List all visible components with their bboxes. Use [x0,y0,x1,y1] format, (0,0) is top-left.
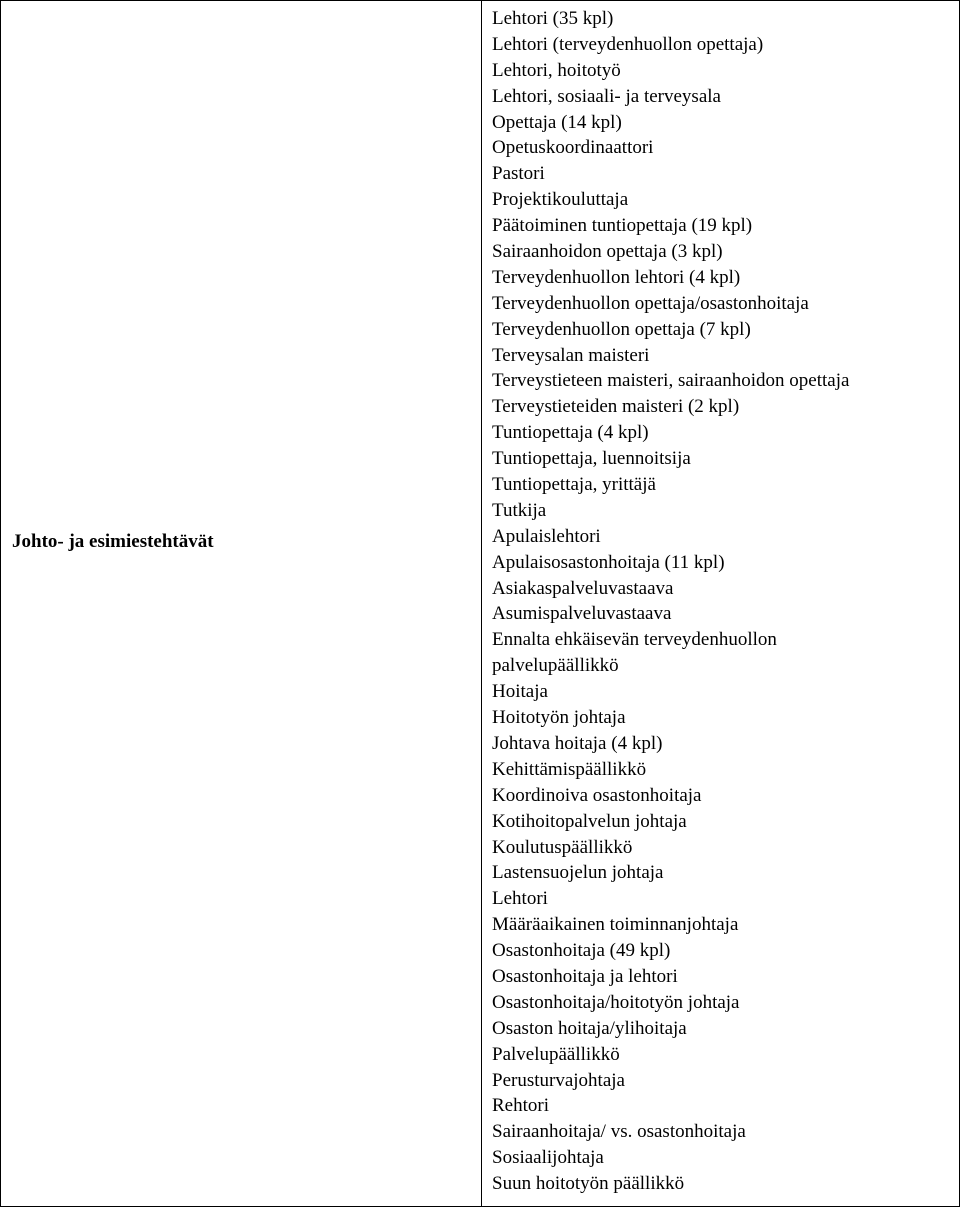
list-item: Kehittämispäällikkö [492,758,647,780]
list-item: Asiakaspalveluvastaava [492,577,674,599]
list-item: Asumispalveluvastaava [492,603,672,625]
list-item: Opettaja (14 kpl) [492,111,622,133]
list-item: Terveystieteiden maisteri (2 kpl) [492,396,740,418]
list-item: Osaston hoitaja/ylihoitaja [492,1017,687,1039]
list-item: Tuntiopettaja, yrittäjä [492,474,656,496]
list-item: Johtava hoitaja (4 kpl) [492,732,663,754]
list-item: Apulaislehtori [492,525,601,547]
list-item: Terveydenhuollon opettaja/osastonhoitaja [492,292,809,314]
list-item: Sosiaalijohtaja [492,1147,604,1169]
list-item: Palvelupäällikkö [492,1043,620,1065]
list-item: Ennalta ehkäisevän terveydenhuollon [492,629,777,651]
list-item: Koordinoiva osastonhoitaja [492,784,702,806]
list-item: Tuntiopettaja, luennoitsija [492,448,691,470]
column-divider [481,1,482,1206]
list-item: Opetuskoordinaattori [492,137,654,159]
list-item: Sairaanhoitaja/ vs. osastonhoitaja [492,1121,746,1143]
category-label: Johto- ja esimiestehtävät [12,531,214,552]
list-item: Rehtori [492,1095,549,1117]
list-item: Sairaanhoidon opettaja (3 kpl) [492,241,723,263]
list-item: Lehtori, sosiaali- ja terveysala [492,85,721,107]
list-item: Määräaikainen toiminnanjohtaja [492,914,739,936]
list-item: Perusturvajohtaja [492,1069,625,1091]
list-item: Projektikouluttaja [492,189,629,211]
category-cell [1,1,481,1206]
list-item: Tuntiopettaja (4 kpl) [492,422,649,444]
list-item: Lehtori (terveydenhuollon opettaja) [492,33,764,55]
job-title-list [492,6,954,1197]
list-item: Terveydenhuollon lehtori (4 kpl) [492,266,741,288]
list-item: Lehtori [492,888,548,910]
list-item: Lehtori, hoitotyö [492,59,621,81]
list-item: Lehtori (35 kpl) [492,8,614,29]
list-item: Hoitotyön johtaja [492,707,626,729]
list-item: Terveystieteen maisteri, sairaanhoidon opettaja [492,370,850,392]
list-item: palvelupäällikkö [492,655,619,677]
list-item: Osastonhoitaja ja lehtori [492,965,678,987]
list-item: Apulaisosastonhoitaja (11 kpl) [492,551,725,573]
list-item: Suun hoitotyön päällikkö [492,1173,685,1195]
list-item: Pastori [492,163,545,185]
list-item: Kotihoitopalvelun johtaja [492,810,687,832]
list-item: Lastensuojelun johtaja [492,862,664,884]
list-item: Osastonhoitaja/hoitotyön johtaja [492,991,740,1013]
list-item: Hoitaja [492,681,548,703]
list-item: Tutkija [492,499,547,521]
list-item: Terveysalan maisteri [492,344,650,366]
list-item: Terveydenhuollon opettaja (7 kpl) [492,318,751,340]
list-item: Koulutuspäällikkö [492,836,633,858]
list-item: Päätoiminen tuntiopettaja (19 kpl) [492,215,753,237]
list-item: Osastonhoitaja (49 kpl) [492,940,671,962]
